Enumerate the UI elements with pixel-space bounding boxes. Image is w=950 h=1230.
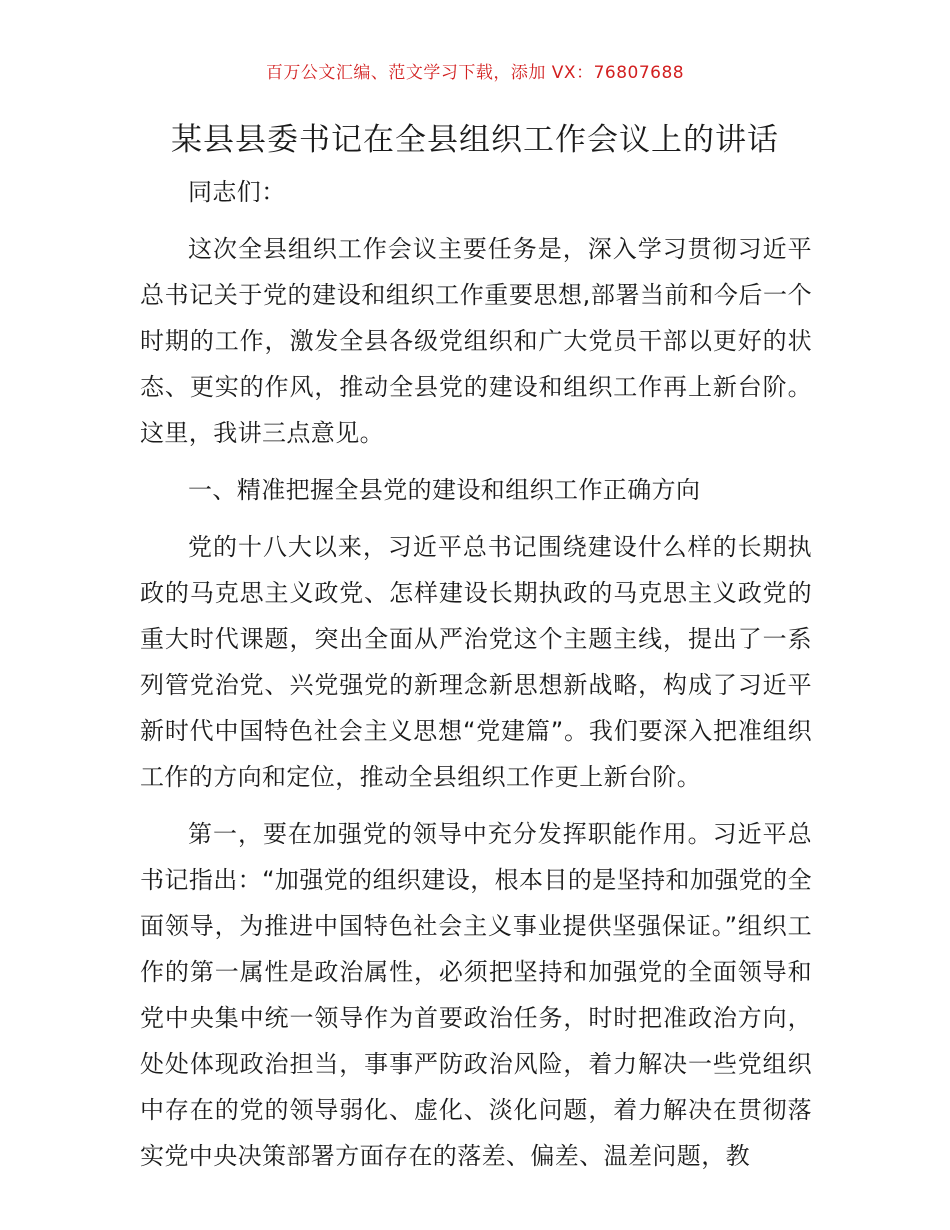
document-title: 某县县委书记在全县组织工作会议上的讲话	[171, 122, 779, 158]
paragraph-point-1: 第一，要在加强党的领导中充分发挥职能作用。习近平总书记指出：“加强党的组织建设，根本目的是坚持和加强党的全面领导，为推进中国特色社会主义事业提供坚强保证。”组织工作的第一属性是政治属性，必须把坚持和加强党的全面领导和党中央集中统一领导作为首要政治任务，时时把准政治方向，处处体现政治担当，事事严防政治风险，着力解决一些党组织中存在的党的领导弱化、虚化、淡化问题，着力解决在贯彻落实党中央决策部署方面存在的落差、偏差、温差问题，教	[140, 820, 812, 1170]
header-watermark-note: 百万公文汇编、范文学习下载，添加 VX：76807688	[265, 63, 685, 83]
salutation: 同志们：	[188, 178, 286, 206]
section-heading-1: 一、精准把握全县党的建设和组织工作正确方向	[188, 476, 701, 504]
paragraph-intro: 这次全县组织工作会议主要任务是，深入学习贯彻习近平总书记关于党的建设和组织工作重要思想,部署当前和今后一个时期的工作，激发全县各级党组织和广大党员干部以更好的状态、更实的作风，推动全县党的建设和组织工作再上新台阶。这里，我讲三点意见。	[140, 235, 812, 447]
paragraph-section-1-intro: 党的十八大以来，习近平总书记围绕建设什么样的长期执政的马克思主义政党、怎样建设长期执政的马克思主义政党的重大时代课题，突出全面从严治党这个主题主线，提出了一系列管党治党、兴党强党的新理念新思想新战略，构成了习近平新时代中国特色社会主义思想“党建篇”。我们要深入把准组织工作的方向和定位，推动全县组织工作更上新台阶。	[140, 533, 812, 791]
document-body	[140, 169, 812, 1190]
